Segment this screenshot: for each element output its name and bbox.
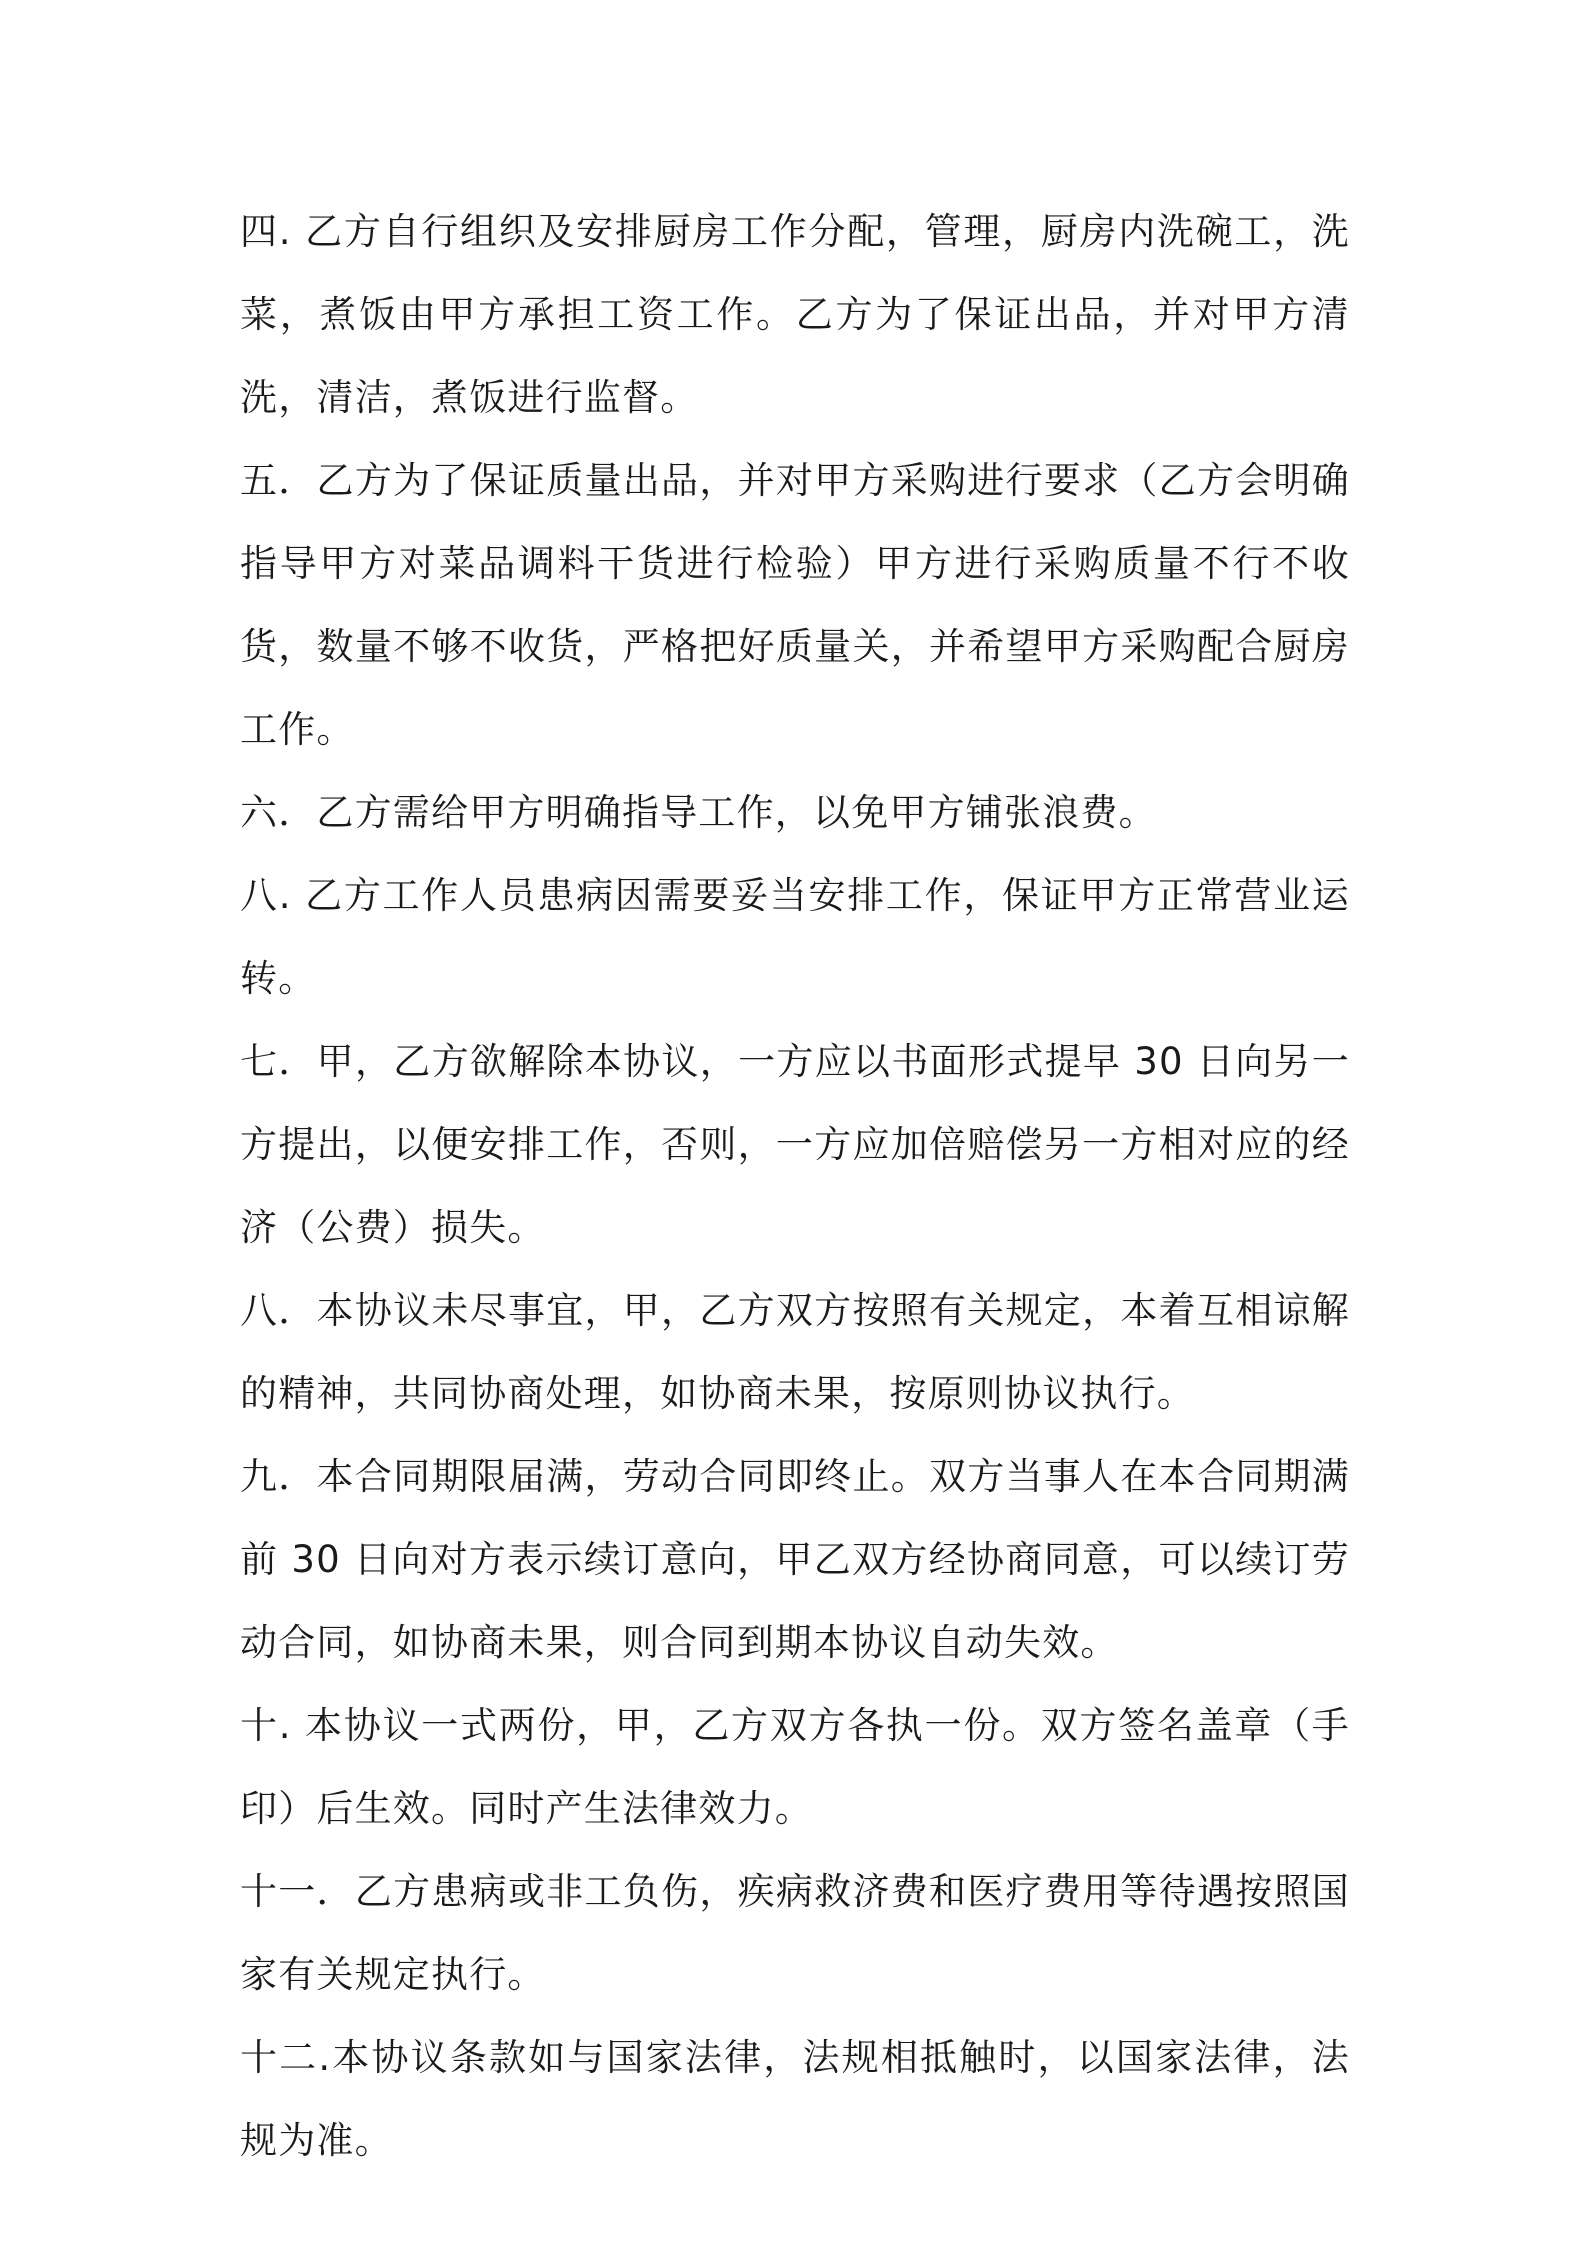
clause-6: 六．乙方需给甲方明确指导工作，以免甲方铺张浪费。 (240, 791, 1157, 834)
clause-10: 十. 本协议一式两份，甲，乙方双方各执一份。双方签名盖章（手印）后生效。同时产生法律效力。 (240, 1704, 1350, 1830)
clause-11: 十一．乙方患病或非工负伤，疾病救济费和医疗费用等待遇按照国家有关规定执行。 (240, 1870, 1350, 1996)
clause-8-staff-illness: 八. 乙方工作人员患病因需要妥当安排工作，保证甲方正常营业运转。 (240, 874, 1350, 1000)
document-page (240, 190, 1350, 2182)
clause-12: 十二.本协议条款如与国家法律，法规相抵触时，以国家法律，法规为准。 (240, 2036, 1350, 2162)
clause-7: 七．甲，乙方欲解除本协议，一方应以书面形式提早 30 日向另一方提出，以便安排工作，否则，一方应加倍赔偿另一方相对应的经济（公费）损失。 (240, 1040, 1350, 1249)
clause-4: 四. 乙方自行组织及安排厨房工作分配，管理，厨房内洗碗工，洗菜，煮饭由甲方承担工资工作。乙方为了保证出品，并对甲方清洗，清洁，煮饭进行监督。 (240, 210, 1350, 419)
clause-9: 九．本合同期限届满，劳动合同即终止。双方当事人在本合同期满前 30 日向对方表示续订意向，甲乙双方经协商同意，可以续订劳动合同，如协商未果，则合同到期本协议自动失效。 (240, 1455, 1350, 1664)
clause-5: 五．乙方为了保证质量出品，并对甲方采购进行要求（乙方会明确指导甲方对菜品调料干货进行检验）甲方进行采购质量不行不收货，数量不够不收货，严格把好质量关，并希望甲方采购配合厨房工作。 (240, 459, 1350, 751)
clause-8: 八．本协议未尽事宜，甲，乙方双方按照有关规定，本着互相谅解的精神，共同协商处理，如协商未果，按原则协议执行。 (240, 1289, 1350, 1415)
